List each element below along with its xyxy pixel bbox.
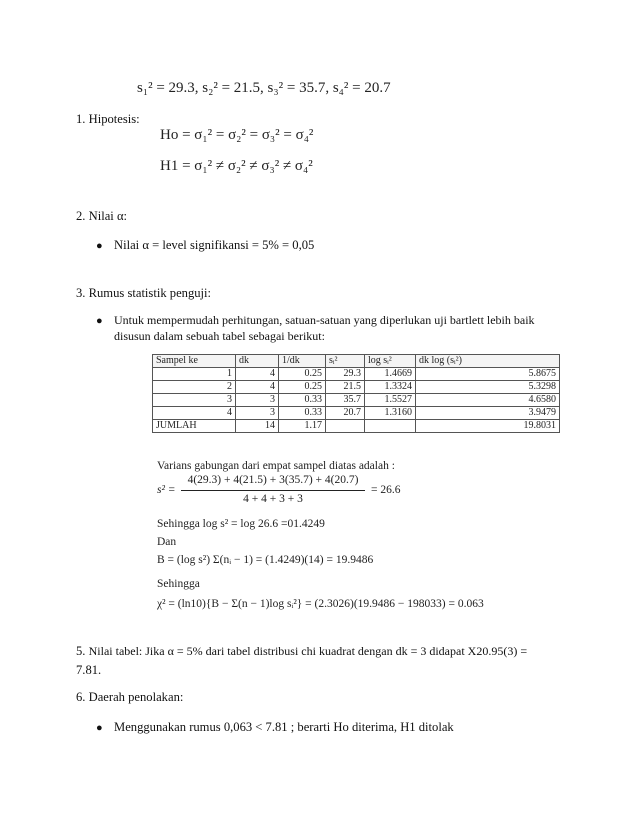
table-cell: 4 [236,368,279,381]
table-cell: 3 [236,394,279,407]
table-cell: 1.4669 [365,368,416,381]
table-row [153,381,560,394]
section-1-heading [76,111,140,127]
variances-equation: s₁² = 29.3, s₂² = 21.5, s₃² = 35.7, s₄² = 20.7 [137,80,391,96]
bullet-icon: ● [96,722,103,734]
formula-denominator: 4 + 4 + 3 + 3 [243,493,303,505]
table-cell: 4 [153,407,236,420]
table-cell [365,420,416,433]
table-row [153,407,560,420]
table-cell: 35.7 [326,394,365,407]
table-header: sᵢ² [326,355,365,368]
section-2-bullet-text: Nilai α = level signifikansi = 5% = 0,05 [114,238,315,252]
bullet-icon: ● [96,240,103,252]
table-cell: 29.3 [326,368,365,381]
table-cell: 3 [153,394,236,407]
table-cell: 1.3160 [365,407,416,420]
hypothesis-h0: Ho = σ₁² = σ₂² = σ₃² = σ₄² [160,127,314,143]
section-5-number: 5. [76,644,86,658]
table-cell: 3.9479 [416,407,560,420]
hypothesis-h1: H1 = σ₁² ≠ σ₂² ≠ σ₃² ≠ σ₄² [160,158,313,174]
section-6-heading [76,689,183,705]
section-1-number: 1. [76,112,86,126]
section-2-heading [76,208,127,224]
table-cell: 21.5 [326,381,365,394]
table-cell: 1.3324 [365,381,416,394]
section-6-bullet-text: Menggunakan rumus 0,063 < 7.81 ; berarti Ho diterima, H1 ditolak [114,720,454,734]
table-cell: 0.25 [279,381,326,394]
dan-label: Dan [157,536,177,548]
section-2-number: 2. [76,209,86,223]
table-cell: 1.17 [279,420,326,433]
chi-square-formula: χ² = (ln10){B − Σ(n − 1)log sᵢ²} = (2.3026)(19.9486 − 198033) = 0.063 [157,598,484,610]
fraction-bar [181,490,365,491]
formula-lhs: s² = [157,484,176,496]
table-header: dk [236,355,279,368]
table-cell: 1.5527 [365,394,416,407]
formula-result: = 26.6 [371,484,401,496]
table-header: Sampel ke [153,355,236,368]
section-1-title: Hipotesis: [88,112,140,126]
table-header: dk log (sᵢ²) [416,355,560,368]
table-cell: 0.25 [279,368,326,381]
table-header: 1/dk [279,355,326,368]
table-cell: 14 [236,420,279,433]
table-header: log sᵢ² [365,355,416,368]
section-6-title: Daerah penolakan: [88,690,184,704]
table-row [153,394,560,407]
section-3-bullet-line-1: Untuk mempermudah perhitungan, satuan-satuan yang diperlukan uji bartlett lebih baik [114,313,535,327]
sehingga-label: Sehingga [157,578,200,590]
section-5-line-2: 7.81. [76,663,102,677]
table-cell: 4.6580 [416,394,560,407]
section-5-line-1 [76,643,527,659]
table-cell: 3 [236,407,279,420]
section-2-title: Nilai α: [88,209,128,223]
table-cell: JUMLAH [153,420,236,433]
table-total-row [153,420,560,433]
table-cell: 4 [236,381,279,394]
section-3-heading [76,285,211,301]
bartlett-table [152,354,560,433]
formula-numerator: 4(29.3) + 4(21.5) + 3(35.7) + 4(20.7) [187,474,359,486]
calc-intro: Varians gabungan dari empat sampel diatas adalah : [157,460,395,472]
table-cell: 0.33 [279,407,326,420]
log-s2-line: Sehingga log s² = log 26.6 =01.4249 [157,518,325,530]
section-3-number: 3. [76,286,86,300]
table-cell: 5.3298 [416,381,560,394]
section-5-text: Nilai tabel: Jika α = 5% dari tabel distribusi chi kuadrat dengan dk = 3 didapat X20.95(3) = [88,644,528,658]
b-formula: B = (log s²) Σ(nᵢ − 1) = (1.4249)(14) = 19.9486 [157,554,374,566]
table-cell: 2 [153,381,236,394]
section-3-title: Rumus statistik penguji: [88,286,212,300]
table-header-row [153,355,560,368]
section-3-bullet-line-2: disusun dalam sebuah tabel sebagai berikut: [114,329,325,343]
table-cell [326,420,365,433]
table-cell: 0.33 [279,394,326,407]
section-6-number: 6. [76,690,86,704]
table-cell: 20.7 [326,407,365,420]
table-cell: 1 [153,368,236,381]
bullet-icon: ● [96,315,103,327]
table-cell: 19.8031 [416,420,560,433]
table-cell: 5.8675 [416,368,560,381]
table-row [153,368,560,381]
